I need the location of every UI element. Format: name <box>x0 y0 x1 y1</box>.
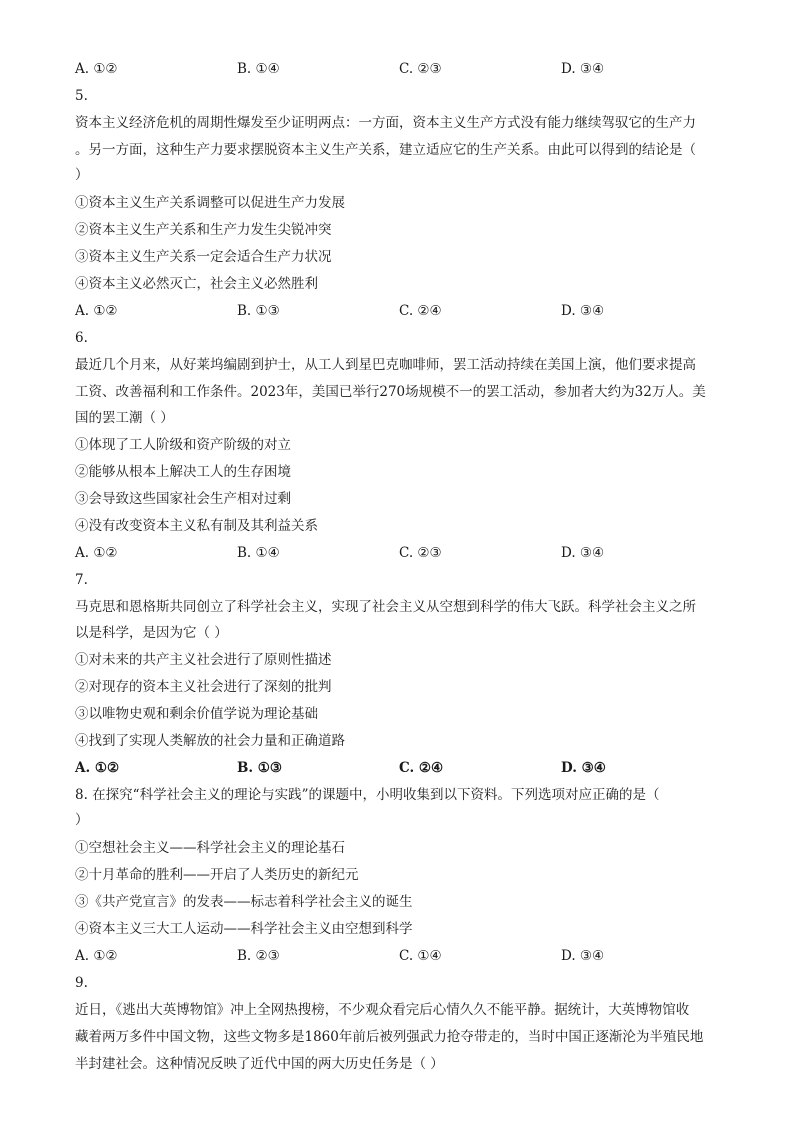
q6-item: ④没有改变资本主义私有制及其利益关系 <box>75 518 318 534</box>
q4-option-b[interactable]: B. ①④ <box>237 61 280 77</box>
q5-item: ④资本主义必然灭亡，社会主义必然胜利 <box>75 276 318 292</box>
q7-option-d[interactable]: D. ③④ <box>561 760 606 776</box>
q8-option-a[interactable]: A. ①② <box>75 948 118 964</box>
q6-item: ③会导致这些国家社会生产相对过剩 <box>75 491 291 507</box>
q5-item: ①资本主义生产关系调整可以促进生产力发展 <box>75 195 345 211</box>
q5-item: ③资本主义生产关系一定会适合生产力状况 <box>75 249 332 265</box>
q5-option-d[interactable]: D. ③④ <box>561 303 605 319</box>
q6-stem-line: 工资、改善福利和工作条件。2023年，美国已举行270场规模不一的罢工活动，参加者大约为32万人。美 <box>75 384 706 400</box>
q8-option-b[interactable]: B. ②③ <box>237 948 280 964</box>
q7-stem-line: 以是科学，是因为它（ ） <box>75 625 228 641</box>
q9-stem-line: 半封建社会。这种情况反映了近代中国的两大历史任务是（ ） <box>75 1056 444 1072</box>
q8-option-c[interactable]: C. ①④ <box>399 948 442 964</box>
q7-item: ②对现存的资本主义社会进行了深刻的批判 <box>75 679 332 695</box>
q5-stem-line: 资本主义经济危机的周期性爆发至少证明两点：一方面，资本主义生产方式没有能力继续驾驭它的生产力 <box>75 115 696 131</box>
q9-stem-line: 藏着两万多件中国文物，这些文物多是1860年前后被列强武力抢夺带走的，当时中国正逐渐沦为半殖民地 <box>75 1029 704 1045</box>
q7-item: ③以唯物史观和剩余价值学说为理论基础 <box>75 706 318 722</box>
q6-stem-line: 最近几个月来，从好莱坞编剧到护士，从工人到星巴克咖啡师，罢工活动持续在美国上演，他们要求提高 <box>75 357 696 373</box>
q5-number: 5. <box>75 88 88 104</box>
q9-stem-line: 近日，《逃出大英博物馆》冲上全网热搜榜，不少观众看完后心情久久不能平静。据统计，大英博物馆收 <box>75 1002 690 1018</box>
q5-option-c[interactable]: C. ②④ <box>399 303 442 319</box>
q7-stem-line: 马克思和恩格斯共同创立了科学社会主义，实现了社会主义从空想到科学的伟大飞跃。科学社会主义之所 <box>75 599 696 615</box>
q6-option-c[interactable]: C. ②③ <box>399 545 442 561</box>
q5-stem-line: ） <box>75 167 89 183</box>
q6-option-b[interactable]: B. ①④ <box>237 545 280 561</box>
q9-number: 9. <box>75 975 88 991</box>
q6-item: ②能够从根本上解决工人的生存困境 <box>75 464 291 480</box>
q5-stem-line: 。另一方面，这种生产力要求摆脱资本主义生产关系，建立适应它的生产关系。由此可以得到的结论是（ <box>75 142 696 158</box>
q8-stem-line: ） <box>75 812 89 828</box>
q7-option-c[interactable]: C. ②④ <box>399 760 444 776</box>
q7-number: 7. <box>75 572 88 588</box>
q4-option-d[interactable]: D. ③④ <box>561 61 605 77</box>
q6-option-a[interactable]: A. ①② <box>75 545 118 561</box>
q7-item: ④找到了实现人类解放的社会力量和正确道路 <box>75 733 345 749</box>
q6-item: ①体现了工人阶级和资产阶级的对立 <box>75 437 291 453</box>
q7-item: ①对未来的共产主义社会进行了原则性描述 <box>75 652 332 668</box>
q5-option-a[interactable]: A. ①② <box>75 303 118 319</box>
q8-stem-line: 8. 在探究“科学社会主义的理论与实践”的课题中，小明收集到以下资料。下列选项对应正确的是（ <box>75 787 660 803</box>
q7-option-a[interactable]: A. ①② <box>75 760 120 776</box>
q6-number: 6. <box>75 330 88 346</box>
q6-stem-line: 国的罢工潮（ ） <box>75 410 174 426</box>
q5-item: ②资本主义生产关系和生产力发生尖锐冲突 <box>75 222 332 238</box>
q8-item: ④资本主义三大工人运动——科学社会主义由空想到科学 <box>75 921 413 937</box>
q6-option-d[interactable]: D. ③④ <box>561 545 605 561</box>
q4-option-c[interactable]: C. ②③ <box>399 61 442 77</box>
q8-item: ③《共产党宣言》的发表——标志着科学社会主义的诞生 <box>75 894 413 910</box>
q5-option-b[interactable]: B. ①③ <box>237 303 280 319</box>
q8-item: ②十月革命的胜利——开启了人类历史的新纪元 <box>75 867 359 883</box>
q4-option-a[interactable]: A. ①② <box>75 61 118 77</box>
q8-item: ①空想社会主义——科学社会主义的理论基石 <box>75 840 345 856</box>
q7-option-b[interactable]: B. ①③ <box>237 760 283 776</box>
q8-option-d[interactable]: D. ③④ <box>561 948 605 964</box>
